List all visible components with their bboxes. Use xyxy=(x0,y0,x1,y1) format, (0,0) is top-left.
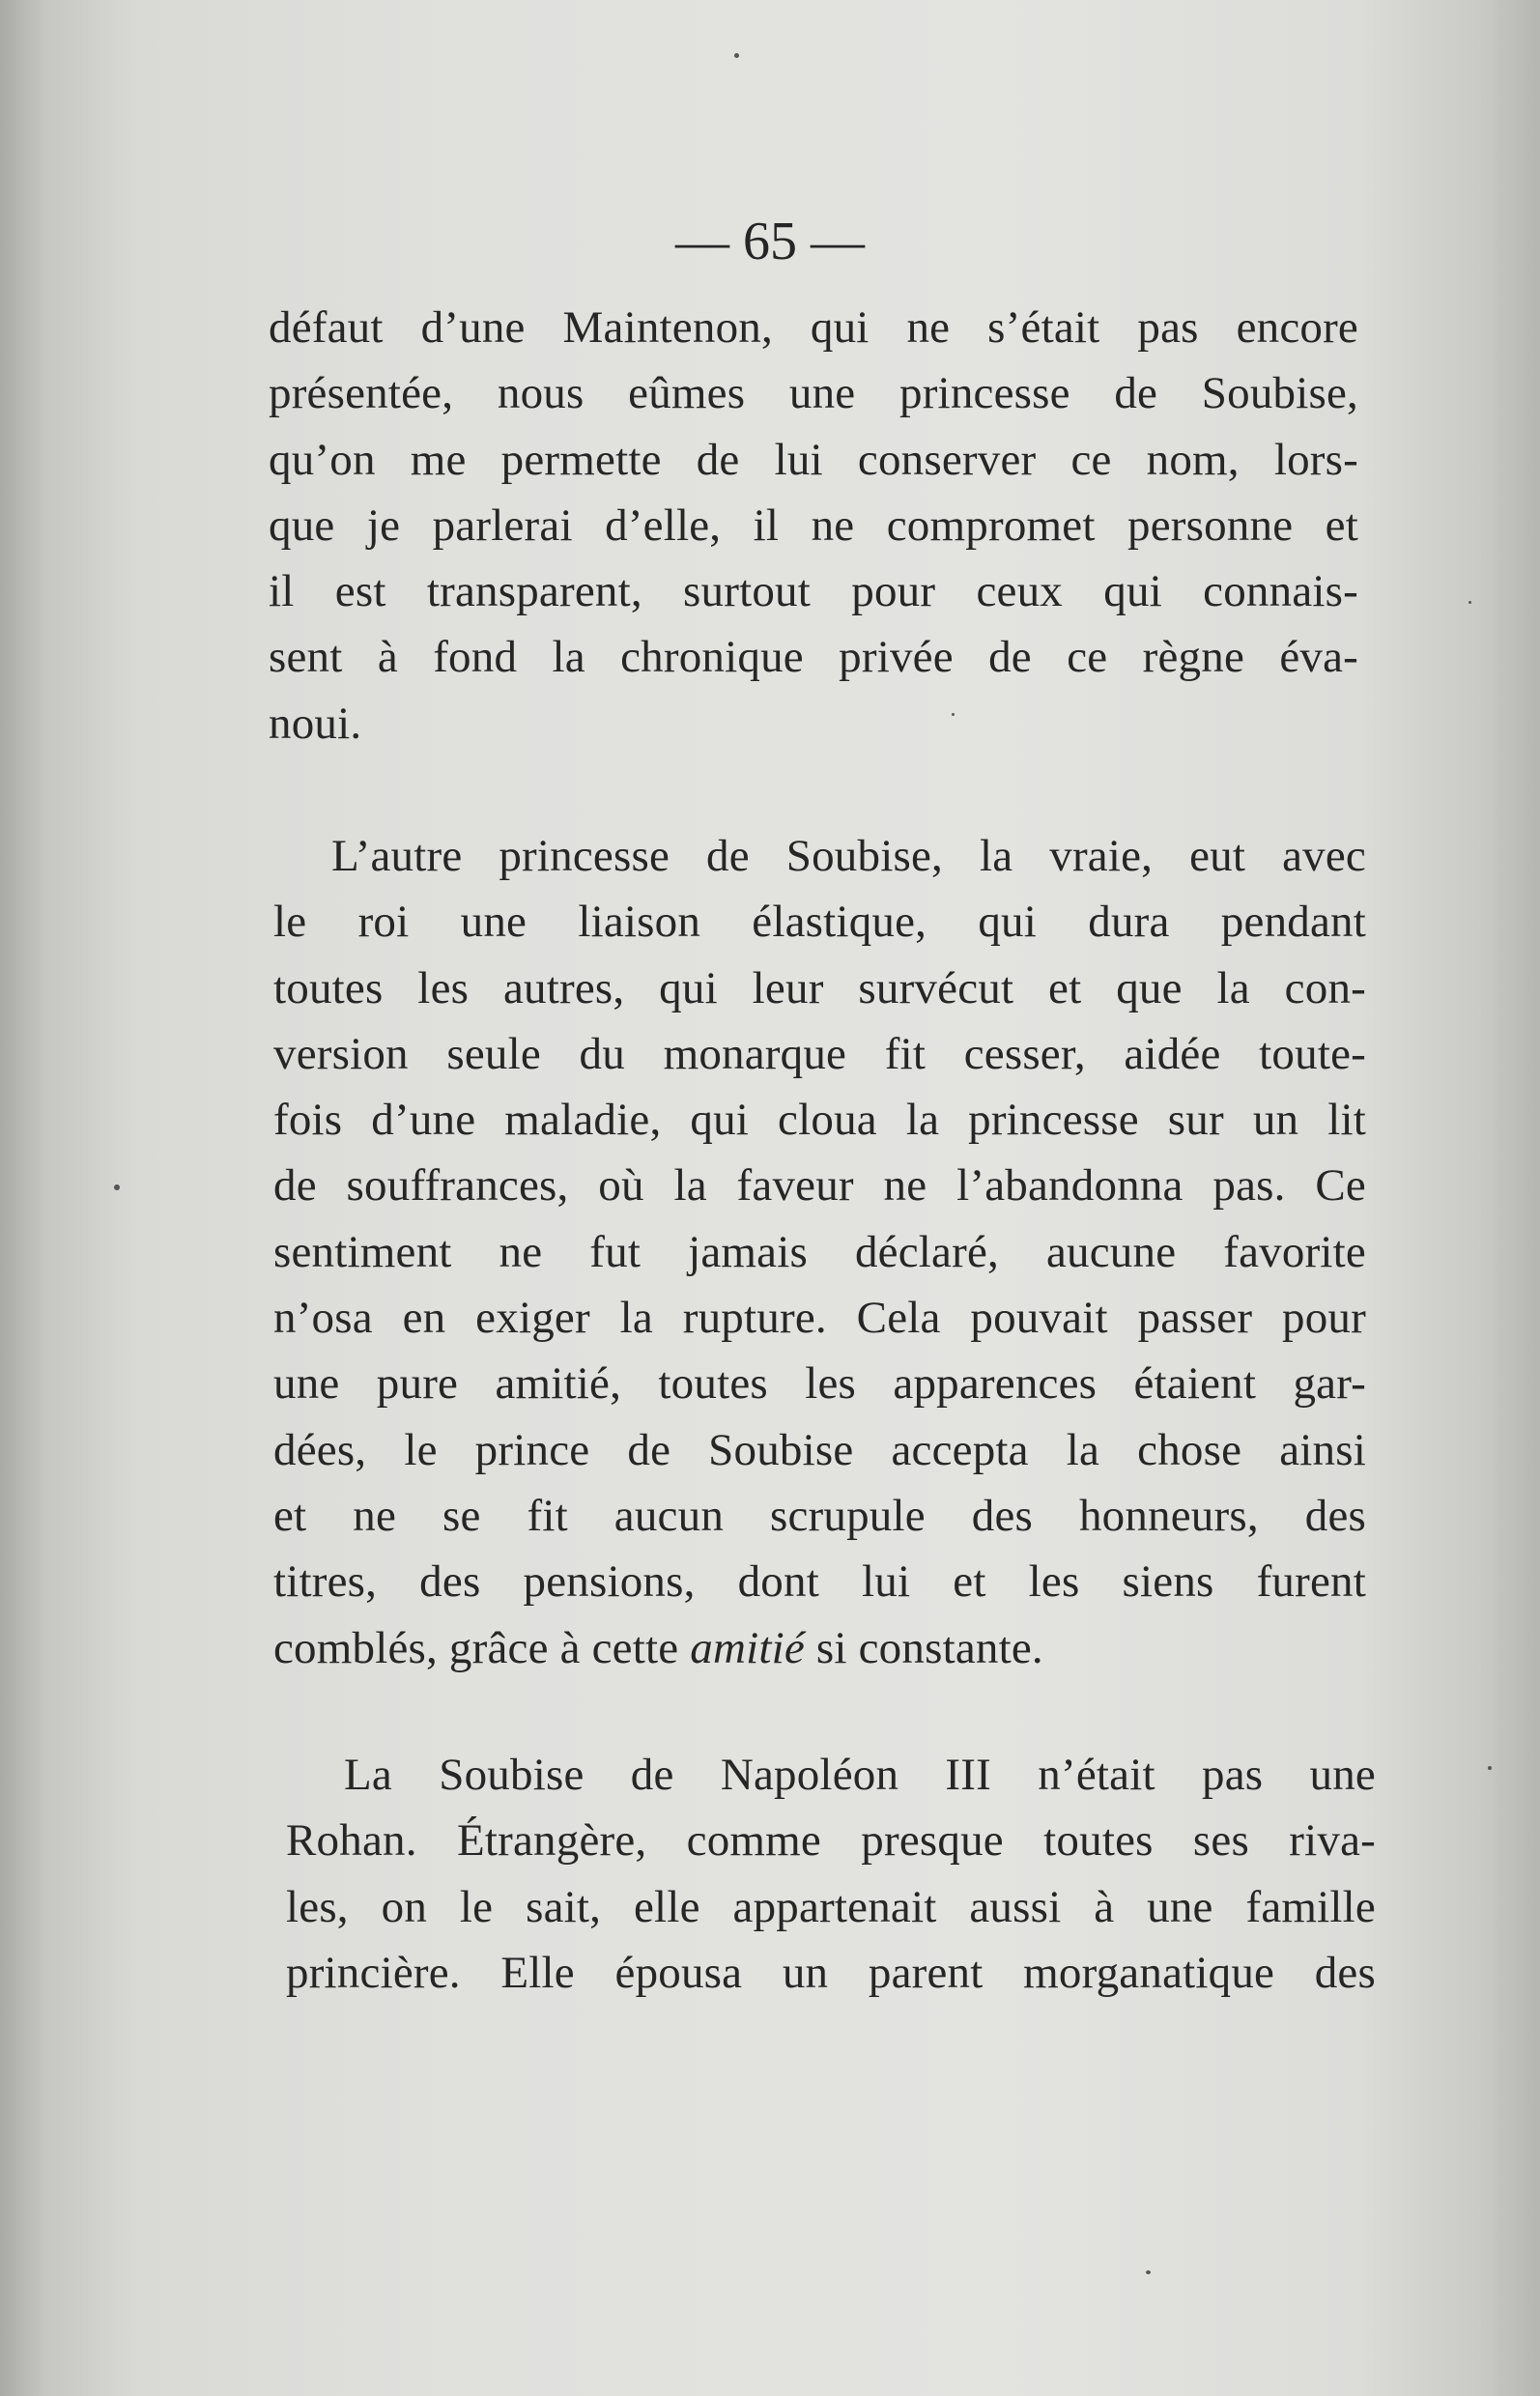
text-line: fois d’une maladie, qui cloua la princesse sur un lit xyxy=(273,1095,1366,1146)
text-line: Rohan. Étrangère, comme presque toutes ses riva- xyxy=(286,1815,1376,1867)
text-line: défaut d’une Maintenon, qui ne s’était pas encore xyxy=(269,302,1358,353)
page-number: — 65 — xyxy=(675,212,865,271)
paper-speck xyxy=(734,53,739,58)
text-line: princière. Elle épousa un parent morganatique des xyxy=(286,1947,1376,1998)
italic-word: amitié xyxy=(690,1622,805,1673)
text-line: toutes les autres, qui leur survécut et que la con- xyxy=(273,962,1366,1013)
paper-speck xyxy=(1488,1766,1492,1770)
text-line: que je parlerai d’elle, il ne compromet personne et xyxy=(269,499,1358,551)
text-line: le roi une liaison élastique, qui dura pendant xyxy=(273,897,1366,948)
text-line: La Soubise de Napoléon III n’était pas une xyxy=(344,1750,1376,1800)
text-line: L’autre princesse de Soubise, la vraie, eut avec xyxy=(331,831,1366,881)
text-line: noui. xyxy=(269,698,362,749)
text-line: qu’on me permette de lui conserver ce nom, lors- xyxy=(269,434,1358,485)
text-line: présentée, nous eûmes une princesse de Soubise, xyxy=(269,368,1358,419)
paragraph-1 xyxy=(269,295,1358,756)
text-line: version seule du monarque fit cesser, aidée toute- xyxy=(273,1028,1366,1079)
paragraph-3 xyxy=(286,1742,1376,2006)
text-line: de souffrances, où la faveur ne l’abandonna pas. Ce xyxy=(273,1160,1366,1212)
text-line-last xyxy=(273,1615,1366,1681)
text-segment: si constante. xyxy=(804,1622,1043,1673)
text-line: dées, le prince de Soubise accepta la chose ainsi xyxy=(273,1424,1366,1475)
text-line: sentiment ne fut jamais déclaré, aucune favorite xyxy=(273,1226,1366,1277)
text-line: sent à fond la chronique privée de ce règne éva- xyxy=(269,632,1358,683)
text-segment: comblés, grâce à cette xyxy=(273,1622,691,1673)
text-line: les, on le sait, elle appartenait aussi à une famille xyxy=(286,1881,1376,1932)
text-line: et ne se fit aucun scrupule des honneurs, des xyxy=(273,1490,1366,1541)
paragraph-2 xyxy=(273,823,1366,1681)
paper-speck xyxy=(1469,601,1471,604)
paper-speck xyxy=(952,713,955,716)
paper-speck xyxy=(114,1184,120,1190)
paper-speck xyxy=(1146,2270,1151,2274)
text-line: une pure amitié, toutes les apparences étaient gar- xyxy=(273,1358,1366,1410)
text-line: il est transparent, surtout pour ceux qui connais- xyxy=(269,566,1358,617)
text-line: titres, des pensions, dont lui et les siens furent xyxy=(273,1556,1366,1608)
text-line: n’osa en exiger la rupture. Cela pouvait passer pour xyxy=(273,1293,1366,1344)
